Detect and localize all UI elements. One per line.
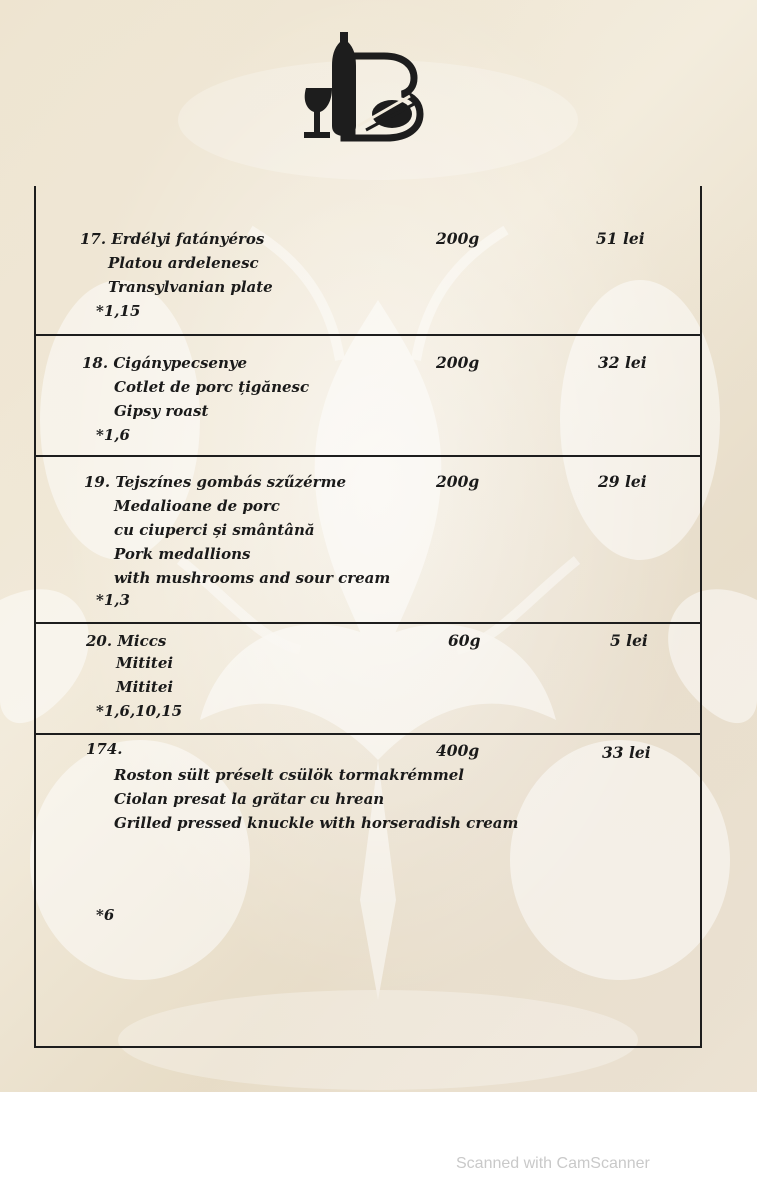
item-name-en: Mititei [116,678,174,696]
item-price: 32 lei [598,353,647,372]
item-weight: 200g [436,472,480,491]
item-weight: 200g [436,353,480,372]
item-name-en: Transylvanian plate [108,278,273,296]
item-price: 51 lei [596,229,645,248]
item-name-en: Pork medallions [114,545,251,563]
item-divider [34,334,702,336]
menu-border-bottom [34,1046,702,1048]
item-name-hu: Roston sült préselt csülök tormakrémmel [114,766,465,784]
item-allergens: *1,6 [96,426,130,444]
item-name-ro: Mititei [116,654,174,672]
menu-border-left [34,186,36,1048]
item-name-en-cont: with mushrooms and sour cream [114,569,391,587]
item-divider [34,622,702,624]
item-weight: 400g [436,741,480,760]
item-title: 18. Cigánypecsenye [82,354,248,372]
item-name-en: Gipsy roast [114,402,209,420]
item-weight: 60g [448,631,481,650]
item-allergens: *1,15 [96,302,141,320]
item-weight: 200g [436,229,480,248]
item-title: 17. Erdélyi fatányéros [80,230,265,248]
item-name-ro: Medalioane de porc [114,497,280,515]
item-name-ro: Cotlet de porc țigănesc [114,378,310,396]
scanner-watermark: Scanned with CamScanner [456,1155,650,1172]
restaurant-logo-icon [300,26,430,144]
item-name-ro: Ciolan presat la grătar cu hrean [114,790,385,808]
item-allergens: *6 [96,906,115,924]
item-name-en: Grilled pressed knuckle with horseradish cream [114,814,519,832]
item-price: 29 lei [598,472,647,491]
item-name-ro-cont: cu ciuperci și smântână [114,521,315,539]
item-price: 33 lei [602,743,651,762]
item-title: 19. Tejszínes gombás szűzérme [84,473,346,491]
menu-border-right [700,186,702,1048]
item-title: 174. [86,740,123,758]
item-divider [34,733,702,735]
item-price: 5 lei [610,631,648,650]
item-title: 20. Miccs [86,632,167,650]
item-name-ro: Platou ardelenesc [108,254,259,272]
item-allergens: *1,6,10,15 [96,702,183,720]
item-allergens: *1,3 [96,591,130,609]
item-divider [34,455,702,457]
